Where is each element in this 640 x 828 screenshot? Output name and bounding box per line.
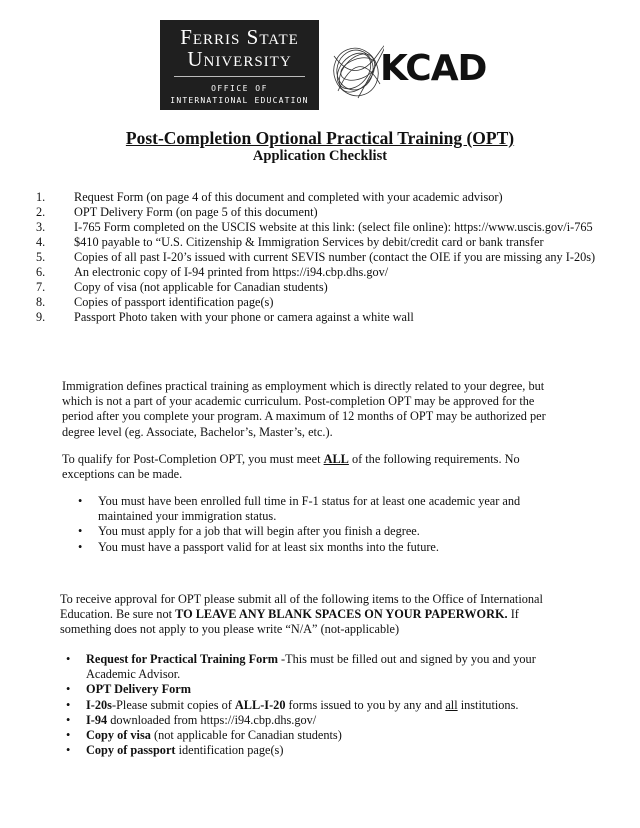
checklist-text: Request Form (on page 4 of this document and completed with your academic advisor) — [74, 190, 503, 204]
list-item — [66, 743, 566, 758]
item-title: Copy of visa — [86, 728, 151, 743]
item-text: institutions. — [457, 697, 519, 712]
ferris-state-logo — [160, 20, 319, 110]
list-item — [78, 539, 558, 555]
list-item — [66, 712, 566, 728]
checklist-number: 6. — [36, 265, 46, 279]
checklist-text: Copy of visa (not applicable for Canadian students) — [74, 280, 328, 294]
item-text: identification page(s) — [175, 743, 284, 758]
checklist-number: 1. — [36, 190, 46, 204]
checklist-text: An electronic copy of I-94 printed from https://i94.cbp.dhs.gov/ — [74, 265, 389, 279]
ferris-logo-line1: Ferris State — [180, 25, 299, 49]
page-subtitle: Application Checklist — [252, 148, 388, 164]
item-title: Request for Practical Training Form — [86, 652, 278, 666]
ferris-logo-line2: University — [187, 47, 292, 71]
item-text: forms issued to you by any and — [285, 697, 446, 712]
submission-emphasis: TO LEAVE ANY BLANK SPACES ON YOUR PAPERWORK. — [175, 607, 508, 622]
list-item — [78, 524, 558, 539]
qualify-paragraph — [62, 452, 562, 482]
item-title: Copy of passport — [86, 743, 176, 758]
bullet-icon: • — [66, 728, 71, 743]
bullet-icon: • — [66, 712, 71, 727]
item-title: I-20s — [86, 697, 112, 712]
bullet-icon: • — [78, 539, 83, 554]
page-title: Post-Completion Optional Practical Training (OPT) — [125, 128, 515, 148]
submission-text-before: To receive approval for OPT please submit all of the following items to the Office of International Education. Be sure not — [60, 592, 543, 622]
item-text: -Please submit copies of — [111, 697, 235, 712]
checklist-text: I-765 Form completed on the USCIS website at this link: (select file online): https://www.uscis.gov/i-765 — [74, 220, 593, 234]
requirement-text: You must have been enrolled full time in F-1 status for at least one academic year and maintained your immigration status. — [98, 494, 521, 524]
checklist-number: 3. — [36, 220, 46, 234]
bullet-icon: • — [66, 697, 71, 712]
opt-definition-paragraph: Immigration defines practical training as employment which is directly related to your degree, but which is not a part of your academic curriculum. Post-completion OPT may be approved for the period after you complete your program. A maximum of 12 months of OPT may be authorized per degree level (eg. Associate, Bachelor’s, Master’s, etc.). — [62, 379, 546, 439]
requirements-list — [78, 494, 558, 555]
checklist-text: Copies of all past I-20’s issued with current SEVIS number (contact the OIE if you are missing any I-20s) — [74, 250, 596, 264]
list-item — [66, 652, 566, 682]
bullet-icon: • — [78, 524, 83, 539]
checklist-number: 9. — [36, 310, 46, 324]
item-text: downloaded from https://i94.cbp.dhs.gov/ — [107, 712, 317, 727]
bullet-icon: • — [66, 652, 71, 666]
bullet-icon: • — [66, 743, 71, 758]
submission-paragraph — [60, 592, 560, 638]
checklist-text: OPT Delivery Form (on page 5 of this document) — [74, 205, 318, 219]
checklist-number: 8. — [36, 295, 46, 309]
submission-items-list — [66, 652, 566, 758]
list-item — [78, 494, 558, 524]
checklist-number: 4. — [36, 235, 46, 249]
item-emphasis: ALL-I-20 — [234, 697, 286, 712]
checklist-number: 7. — [36, 280, 46, 294]
kcad-logo-text: KCAD — [380, 48, 487, 89]
ferris-logo-rule — [174, 76, 305, 77]
checklist-number: 2. — [36, 205, 46, 219]
requirement-text: You must have a passport valid for at least six months into the future. — [98, 539, 439, 554]
checklist-number: 5. — [36, 250, 46, 264]
list-item — [66, 697, 566, 713]
ferris-logo-intl: INTERNATIONAL EDUCATION — [170, 96, 309, 105]
qualify-text-before: To qualify for Post-Completion OPT, you must meet — [62, 452, 324, 466]
list-item — [66, 682, 566, 697]
qualify-text-after: of the following requirements. No exceptions can be made. — [62, 452, 520, 482]
list-item — [66, 728, 566, 743]
item-title: I-94 — [86, 712, 108, 727]
requirement-text: You must apply for a job that will begin after you finish a degree. — [98, 524, 420, 539]
checklist-text: Copies of passport identification page(s) — [74, 295, 274, 309]
kcad-scribble-icon — [328, 36, 384, 106]
bullet-icon: • — [78, 494, 83, 508]
item-title: OPT Delivery Form — [86, 682, 191, 697]
item-text: (not applicable for Canadian students) — [150, 728, 342, 743]
checklist-text: Passport Photo taken with your phone or camera against a white wall — [74, 310, 414, 324]
submission-text-after: If something does not apply to you please write “N/A” (not-applicable) — [60, 607, 519, 637]
bullet-icon: • — [66, 682, 71, 697]
checklist-text: $410 payable to “U.S. Citizenship & Immigration Services by debit/credit card or bank transfer — [74, 235, 544, 249]
item-text: -This must be filled out and signed by you and your Academic Advisor. — [86, 652, 536, 682]
item-underline: all — [445, 697, 458, 712]
ferris-logo-office: OFFICE OF — [211, 84, 268, 93]
qualify-emphasis: ALL — [323, 452, 349, 466]
